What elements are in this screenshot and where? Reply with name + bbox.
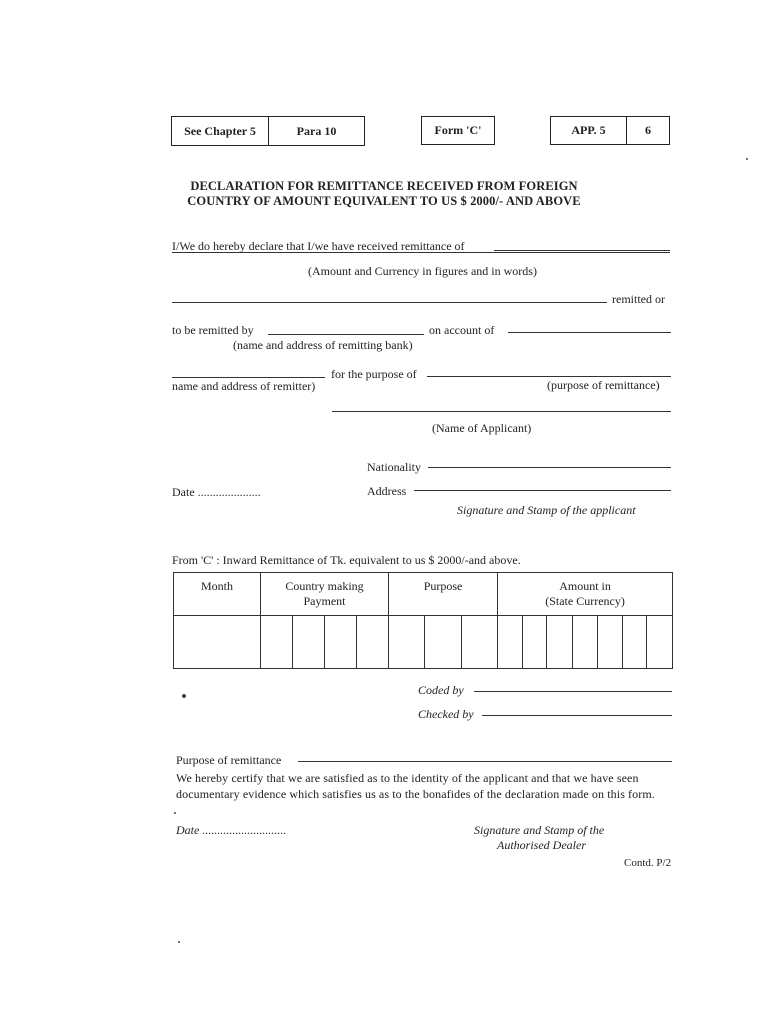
- remittance-table: [173, 572, 673, 669]
- title-line-1: DECLARATION FOR REMITTANCE RECEIVED FROM FOREIGN: [190, 179, 578, 193]
- amount-header-line-2: (State Currency): [545, 594, 625, 608]
- applicant-signature-caption: Signature and Stamp of the applicant: [457, 503, 636, 517]
- purpose-line[interactable]: [427, 376, 671, 377]
- purpose-of-remittance-line[interactable]: [298, 761, 672, 762]
- dealer-signature-line-1: Signature and Stamp of the: [474, 823, 605, 837]
- to-be-remitted-by-label: to be remitted by: [172, 323, 254, 337]
- table-entry-row: [174, 616, 673, 669]
- app-number-cell: 6: [645, 123, 651, 137]
- amount-cell[interactable]: [547, 616, 573, 669]
- declaration-intro: I/We do hereby declare that I/we have received remittance of: [172, 239, 465, 253]
- margin-mark: [182, 694, 186, 698]
- country-cell[interactable]: [325, 616, 357, 669]
- country-cell[interactable]: [357, 616, 389, 669]
- coded-by-line[interactable]: [474, 691, 672, 692]
- address-label: Address: [367, 484, 407, 498]
- certify-line-1: We hereby certify that we are satisfied as to the identity of the applicant and that we have seen: [176, 771, 639, 785]
- coded-by-label: Coded by: [418, 683, 464, 697]
- amount-cell[interactable]: [598, 616, 623, 669]
- on-account-of-line[interactable]: [508, 332, 671, 333]
- form-box: [421, 116, 495, 145]
- continued-note: Contd. P/2: [624, 857, 672, 869]
- dealer-date: Date ............................: [176, 823, 287, 837]
- for-purpose-of-label: for the purpose of: [331, 367, 417, 381]
- country-header: [261, 573, 389, 616]
- para-cell: Para 10: [296, 123, 337, 138]
- remitted-or-label: remitted or: [612, 292, 665, 306]
- table-heading: From 'C' : Inward Remittance of Tk. equivalent to us $ 2000/-and above.: [172, 553, 521, 567]
- amount-cell[interactable]: [498, 616, 523, 669]
- amount-caption: (Amount and Currency in figures and in words): [308, 264, 537, 278]
- title-line-2: COUNTRY OF AMOUNT EQUIVALENT TO US $ 2000/- AND ABOVE: [187, 194, 581, 208]
- bank-caption: (name and address of remitting bank): [233, 338, 413, 352]
- amount-cell[interactable]: [523, 616, 547, 669]
- scan-speck: [174, 812, 176, 814]
- certify-line-2: documentary evidence which satisfies us as to the bonafides of the declaration made on this form.: [176, 787, 655, 801]
- amount-cell[interactable]: [623, 616, 647, 669]
- amount-header-line-1: Amount in: [559, 579, 611, 593]
- scan-speck: [746, 158, 748, 160]
- amount-header: [498, 573, 673, 616]
- scan-speck: [178, 941, 180, 943]
- applicant-date: Date .....................: [172, 485, 261, 499]
- purpose-cell[interactable]: [462, 616, 498, 669]
- purpose-cell[interactable]: [425, 616, 462, 669]
- checked-by-label: Checked by: [418, 707, 474, 721]
- see-chapter-cell: See Chapter 5: [172, 117, 269, 145]
- country-header-line-2: Payment: [303, 594, 346, 608]
- on-account-of-label: on account of: [429, 323, 495, 337]
- intro-underline: [172, 252, 670, 253]
- amount-cell[interactable]: [647, 616, 673, 669]
- app-box: [550, 116, 670, 145]
- month-header: Month: [174, 573, 261, 616]
- applicant-name-line[interactable]: [332, 411, 671, 412]
- country-cell[interactable]: [261, 616, 293, 669]
- dealer-signature-line-2: Authorised Dealer: [497, 838, 586, 852]
- purpose-caption: (purpose of remittance): [547, 378, 660, 392]
- remitting-bank-line[interactable]: [268, 334, 424, 335]
- amount-words-line[interactable]: [172, 302, 607, 303]
- table-header-row: [174, 573, 673, 616]
- amount-field-line[interactable]: [494, 250, 670, 251]
- amount-cell[interactable]: [573, 616, 598, 669]
- address-line[interactable]: [414, 490, 671, 491]
- remitter-line[interactable]: [172, 377, 325, 378]
- country-header-line-1: Country making: [285, 579, 364, 593]
- form-cell: Form 'C': [434, 123, 482, 137]
- country-cell[interactable]: [293, 616, 325, 669]
- remitter-caption: name and address of remitter): [172, 379, 316, 393]
- nationality-label: Nationality: [367, 460, 421, 474]
- nationality-line[interactable]: [428, 467, 671, 468]
- purpose-header: Purpose: [389, 573, 498, 616]
- purpose-cell[interactable]: [389, 616, 425, 669]
- applicant-caption: (Name of Applicant): [432, 421, 532, 435]
- app-label-cell: APP. 5: [551, 117, 627, 144]
- chapter-para-box: [171, 116, 365, 146]
- checked-by-line[interactable]: [482, 715, 672, 716]
- month-cell[interactable]: [174, 616, 261, 669]
- purpose-of-remittance-label: Purpose of remittance: [176, 753, 282, 767]
